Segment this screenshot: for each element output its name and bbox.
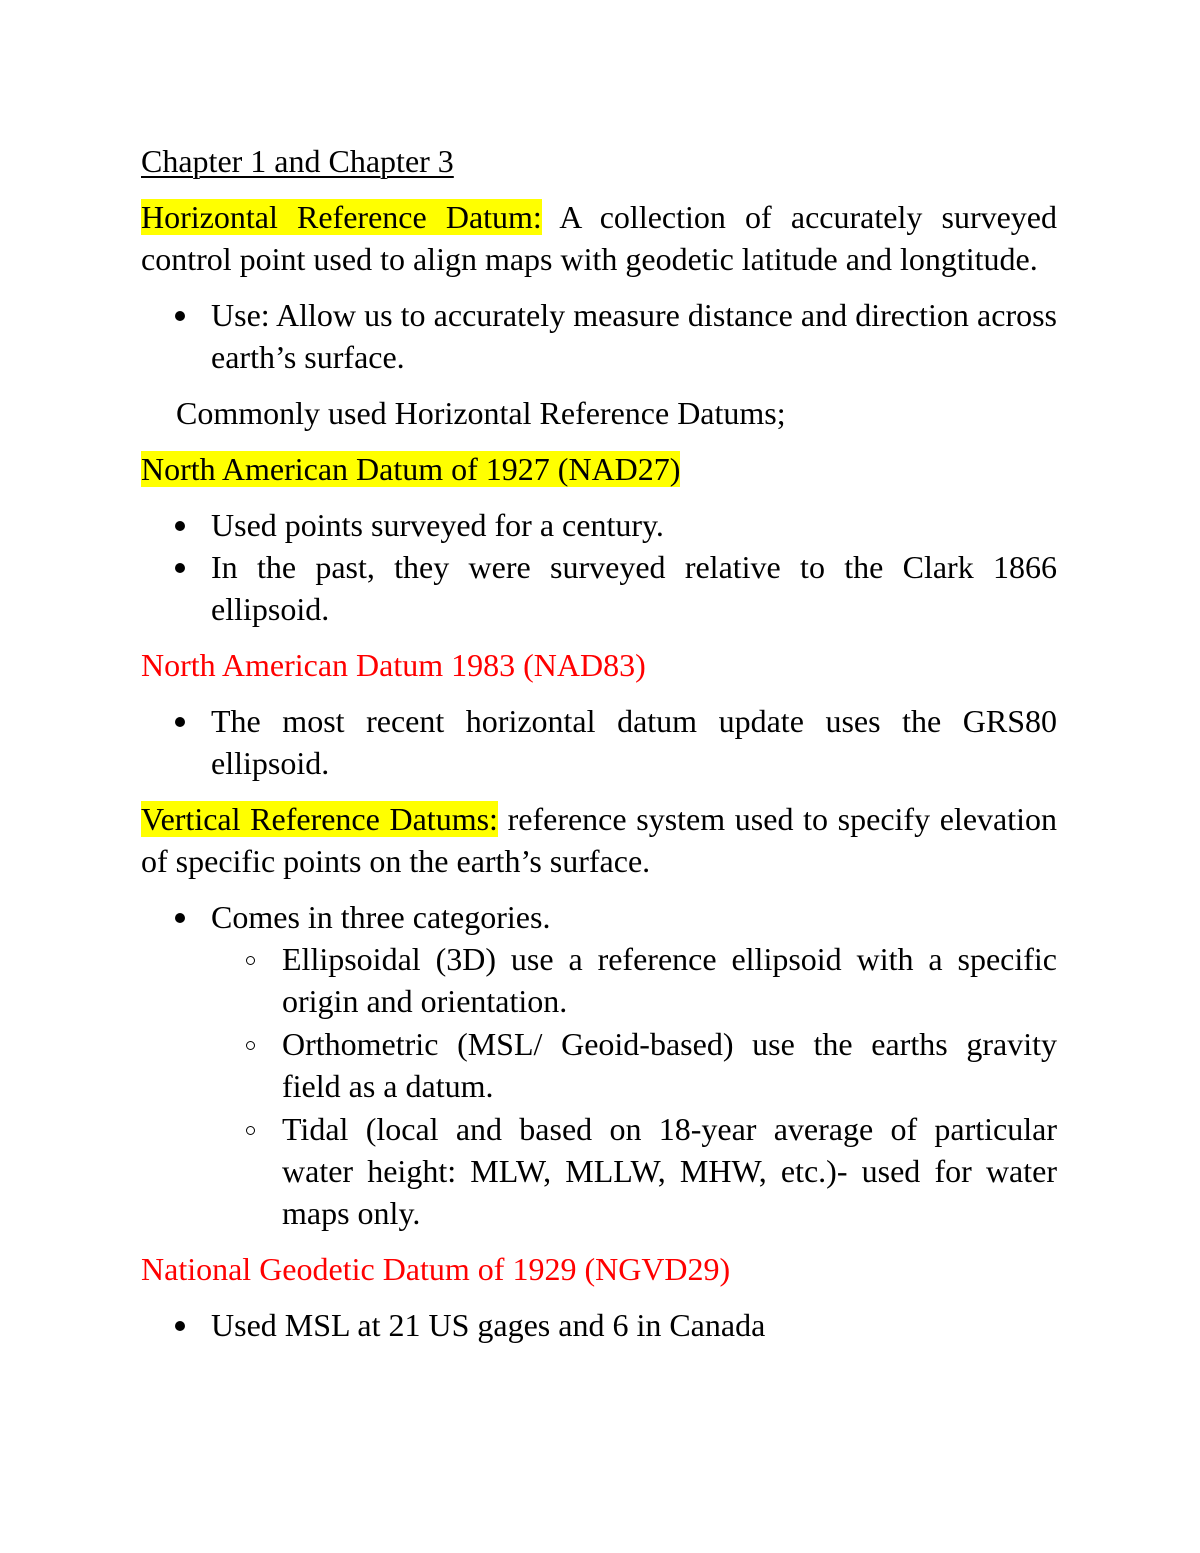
circle-bullet-icon [246,956,255,965]
nad83-heading: North American Datum 1983 (NAD83) [141,647,646,683]
list-item [211,504,1057,546]
list-item [211,1304,1057,1346]
vrd-definition-paragraph [141,798,1057,882]
sub-list-item-text: Tidal (local and based on 18-year average of particular water height: MLW, MLLW, MHW, etc.)- used for water maps only. [282,1111,1057,1231]
vrd-definition: reference system used to specify elevation of specific points on the earth’s surface. [141,801,1058,879]
circle-bullet-icon [246,1041,255,1050]
common-datums-intro: Commonly used Horizontal Reference Datums; [176,395,786,431]
hrd-bullet-list [141,294,1057,378]
sub-list-item-text: Orthometric (MSL/ Geoid-based) use the earths gravity field as a datum. [282,1026,1057,1104]
bullet-icon [175,1321,185,1331]
list-item-text: The most recent horizontal datum update uses the GRS80 ellipsoid. [211,703,1057,781]
nad27-bullet-list [141,504,1057,630]
list-item-text: In the past, they were surveyed relative to the Clark 1866 ellipsoid. [211,549,1057,627]
bullet-icon [175,521,185,531]
circle-bullet-icon [246,1126,255,1135]
list-item [211,294,1057,378]
ngvd29-bullet-list [141,1304,1057,1346]
list-item-text: Used points surveyed for a century. [211,507,664,543]
vrd-term: Vertical Reference Datums: [141,801,498,837]
list-item-text: Comes in three categories. [211,899,551,935]
list-item-text: Use: Allow us to accurately measure distance and direction across earth’s surface. [211,297,1057,375]
sub-list-item [282,938,1057,1022]
sub-list-item-text: Ellipsoidal (3D) use a reference ellipsoid with a specific origin and orientation. [282,941,1057,1019]
nad27-heading-text: North American Datum of 1927 (NAD27) [141,451,681,487]
nad83-bullet-list [141,700,1057,784]
hrd-definition-paragraph [141,196,1057,280]
vrd-category-list [211,938,1057,1234]
list-item [211,700,1057,784]
sub-list-item [282,1108,1057,1234]
document-body [141,140,1057,1360]
ngvd29-heading: National Geodetic Datum of 1929 (NGVD29) [141,1251,731,1287]
sub-list-item [282,1023,1057,1107]
list-item [211,896,1057,1234]
bullet-icon [175,311,185,321]
list-item-text: Used MSL at 21 US gages and 6 in Canada [211,1307,766,1343]
bullet-icon [175,913,185,923]
vrd-bullet-list [141,896,1057,1234]
hrd-definition: A collection of accurately surveyed control point used to align maps with geodetic latitude and longtitude. [141,199,1058,277]
hrd-term: Horizontal Reference Datum: [141,199,542,235]
list-item [211,546,1057,630]
bullet-icon [175,717,185,727]
page-title: Chapter 1 and Chapter 3 [141,143,454,179]
bullet-icon [175,563,185,573]
nad27-heading [141,448,1057,490]
